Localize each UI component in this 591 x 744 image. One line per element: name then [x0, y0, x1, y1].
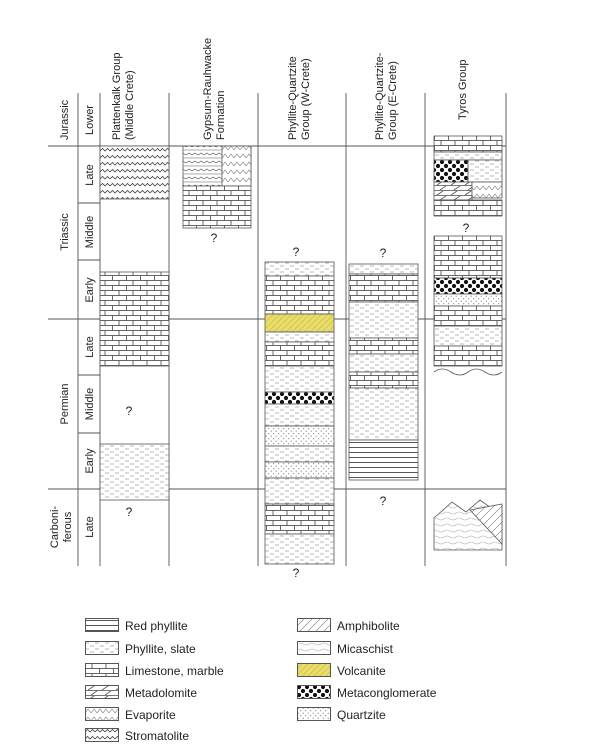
unit-phyllite [349, 302, 418, 338]
unit-metaconglomerate [434, 278, 502, 294]
unit-red-phyllite [349, 440, 418, 480]
unit-limestone [434, 236, 502, 278]
unknown-mark: ? [379, 494, 387, 508]
unit-limestone [349, 338, 418, 354]
limestone-swatch [85, 663, 119, 677]
column-header-plattenkalk-line2: (Middle Crete) [124, 70, 136, 140]
unit-phyllite [265, 446, 334, 462]
phyllite-swatch [85, 641, 119, 655]
unit-phyllite [468, 160, 502, 182]
column-header-pq-w-line2: Group (W-Crete) [300, 58, 312, 140]
unit-phyllite [265, 534, 334, 564]
unit-limestone [434, 306, 502, 326]
epoch-triassic-early: Early [84, 277, 96, 303]
amphibolite-swatch [297, 618, 331, 632]
unit-limestone [100, 272, 169, 366]
legend-label: Phyllite, slate [125, 642, 196, 656]
unit-metaconglomerate [265, 392, 334, 404]
evaporite-swatch [85, 707, 119, 721]
unit-phyllite [100, 444, 169, 500]
column-pq-w-crete [265, 262, 334, 564]
unit-phyllite [265, 366, 334, 392]
unknown-mark: ? [292, 245, 300, 259]
unit-metadolomite [434, 182, 472, 200]
period-jurassic: Jurassic [59, 99, 71, 141]
unknown-mark: ? [292, 566, 300, 580]
legend-label: Quartzite [337, 708, 386, 722]
epoch-jurassic-lower: Lower [84, 105, 96, 135]
legend-label: Red phyllite [125, 619, 188, 633]
column-headers [111, 38, 469, 140]
unit-phyllite [265, 262, 334, 276]
metadolomite-swatch [85, 685, 119, 699]
unknown-mark: ? [125, 404, 133, 418]
unit-limestone [434, 346, 502, 366]
unit-phyllite [265, 404, 334, 426]
column-header-plattenkalk-line1: Plattenkalk Group [111, 52, 123, 140]
period-permian: Permian [59, 383, 71, 425]
epoch-labels [84, 105, 96, 538]
column-pq-e-crete [349, 264, 418, 480]
volcanite-swatch [297, 663, 331, 677]
unknown-mark: ? [462, 221, 470, 235]
legend-label: Volcanite [337, 664, 386, 678]
unit-limestone [183, 186, 251, 228]
column-header-pq-e-line2: Group (E-Crete) [387, 61, 399, 140]
unit-metaconglomerate [434, 160, 468, 182]
unit-phyllite [349, 388, 418, 440]
epoch-triassic-middle: Middle [84, 215, 96, 249]
unit-phyllite [265, 332, 334, 342]
micaschist-swatch [297, 641, 331, 655]
period-carboniferous-line2: ferous [62, 511, 74, 543]
unconformity-line [434, 369, 502, 375]
unit-stromatolite [100, 146, 169, 199]
unit-limestone [265, 504, 334, 534]
unknown-mark: ? [210, 231, 218, 245]
unit-quartzite [265, 426, 334, 446]
unit-limestone [434, 200, 502, 216]
stromatolite-swatch [85, 728, 119, 742]
column-header-pq-e-line1: Phyllite-Quartzite- [374, 52, 386, 140]
column-header-pq-w-line1: Phyllite-Quartzite [287, 56, 299, 140]
metaconglomerate-swatch [297, 685, 331, 699]
column-header-tyros: Tyros Group [457, 59, 469, 120]
unit-phyllite [349, 354, 418, 372]
unit-phyllite [349, 264, 418, 274]
unknown-mark: ? [125, 505, 133, 519]
column-header-gypsum-line1: Gypsum-Rauhwacke [202, 37, 214, 140]
unit-quartzite [434, 294, 502, 306]
epoch-triassic-late: Late [84, 164, 96, 186]
unit-evaporite [472, 182, 502, 198]
period-triassic: Triassic [59, 213, 71, 251]
unit-limestone [265, 276, 334, 314]
unit-phyllite [434, 326, 502, 346]
quartzite-swatch [297, 707, 331, 721]
unit-volcanite [265, 314, 334, 332]
legend-label: Limestone, marble [125, 664, 224, 678]
legend-label: Metadolomite [125, 686, 198, 700]
column-plattenkalk [100, 146, 169, 500]
epoch-carboniferous-late: Late [84, 516, 96, 538]
unknown-mark: ? [379, 246, 387, 260]
legend-label: Evaporite [125, 708, 176, 722]
red-phyllite-swatch [85, 618, 119, 632]
column-gypsum-rauhwacke [183, 146, 251, 228]
epoch-permian-early: Early [84, 448, 96, 474]
unit-quartzite [265, 462, 334, 478]
unit-limestone [349, 274, 418, 302]
unit-limestone [349, 372, 418, 388]
period-carboniferous-line1: Carboni- [49, 505, 61, 549]
epoch-permian-middle: Middle [84, 387, 96, 421]
unit-phyllite [434, 152, 502, 160]
unit-phyllite [265, 478, 334, 504]
period-labels [49, 99, 74, 548]
column-tyros [434, 136, 502, 550]
column-header-gypsum-line2: Formation [215, 90, 227, 140]
legend-label: Micaschist [337, 642, 394, 656]
legend-label: Amphibolite [337, 619, 400, 633]
unit-evaporite [222, 146, 251, 186]
unit-limestone [265, 342, 334, 366]
legend-label: Metaconglomerate [337, 686, 437, 700]
unit-limestone [434, 136, 502, 152]
epoch-permian-late: Late [84, 336, 96, 358]
legend-label: Stromatolite [125, 729, 190, 743]
